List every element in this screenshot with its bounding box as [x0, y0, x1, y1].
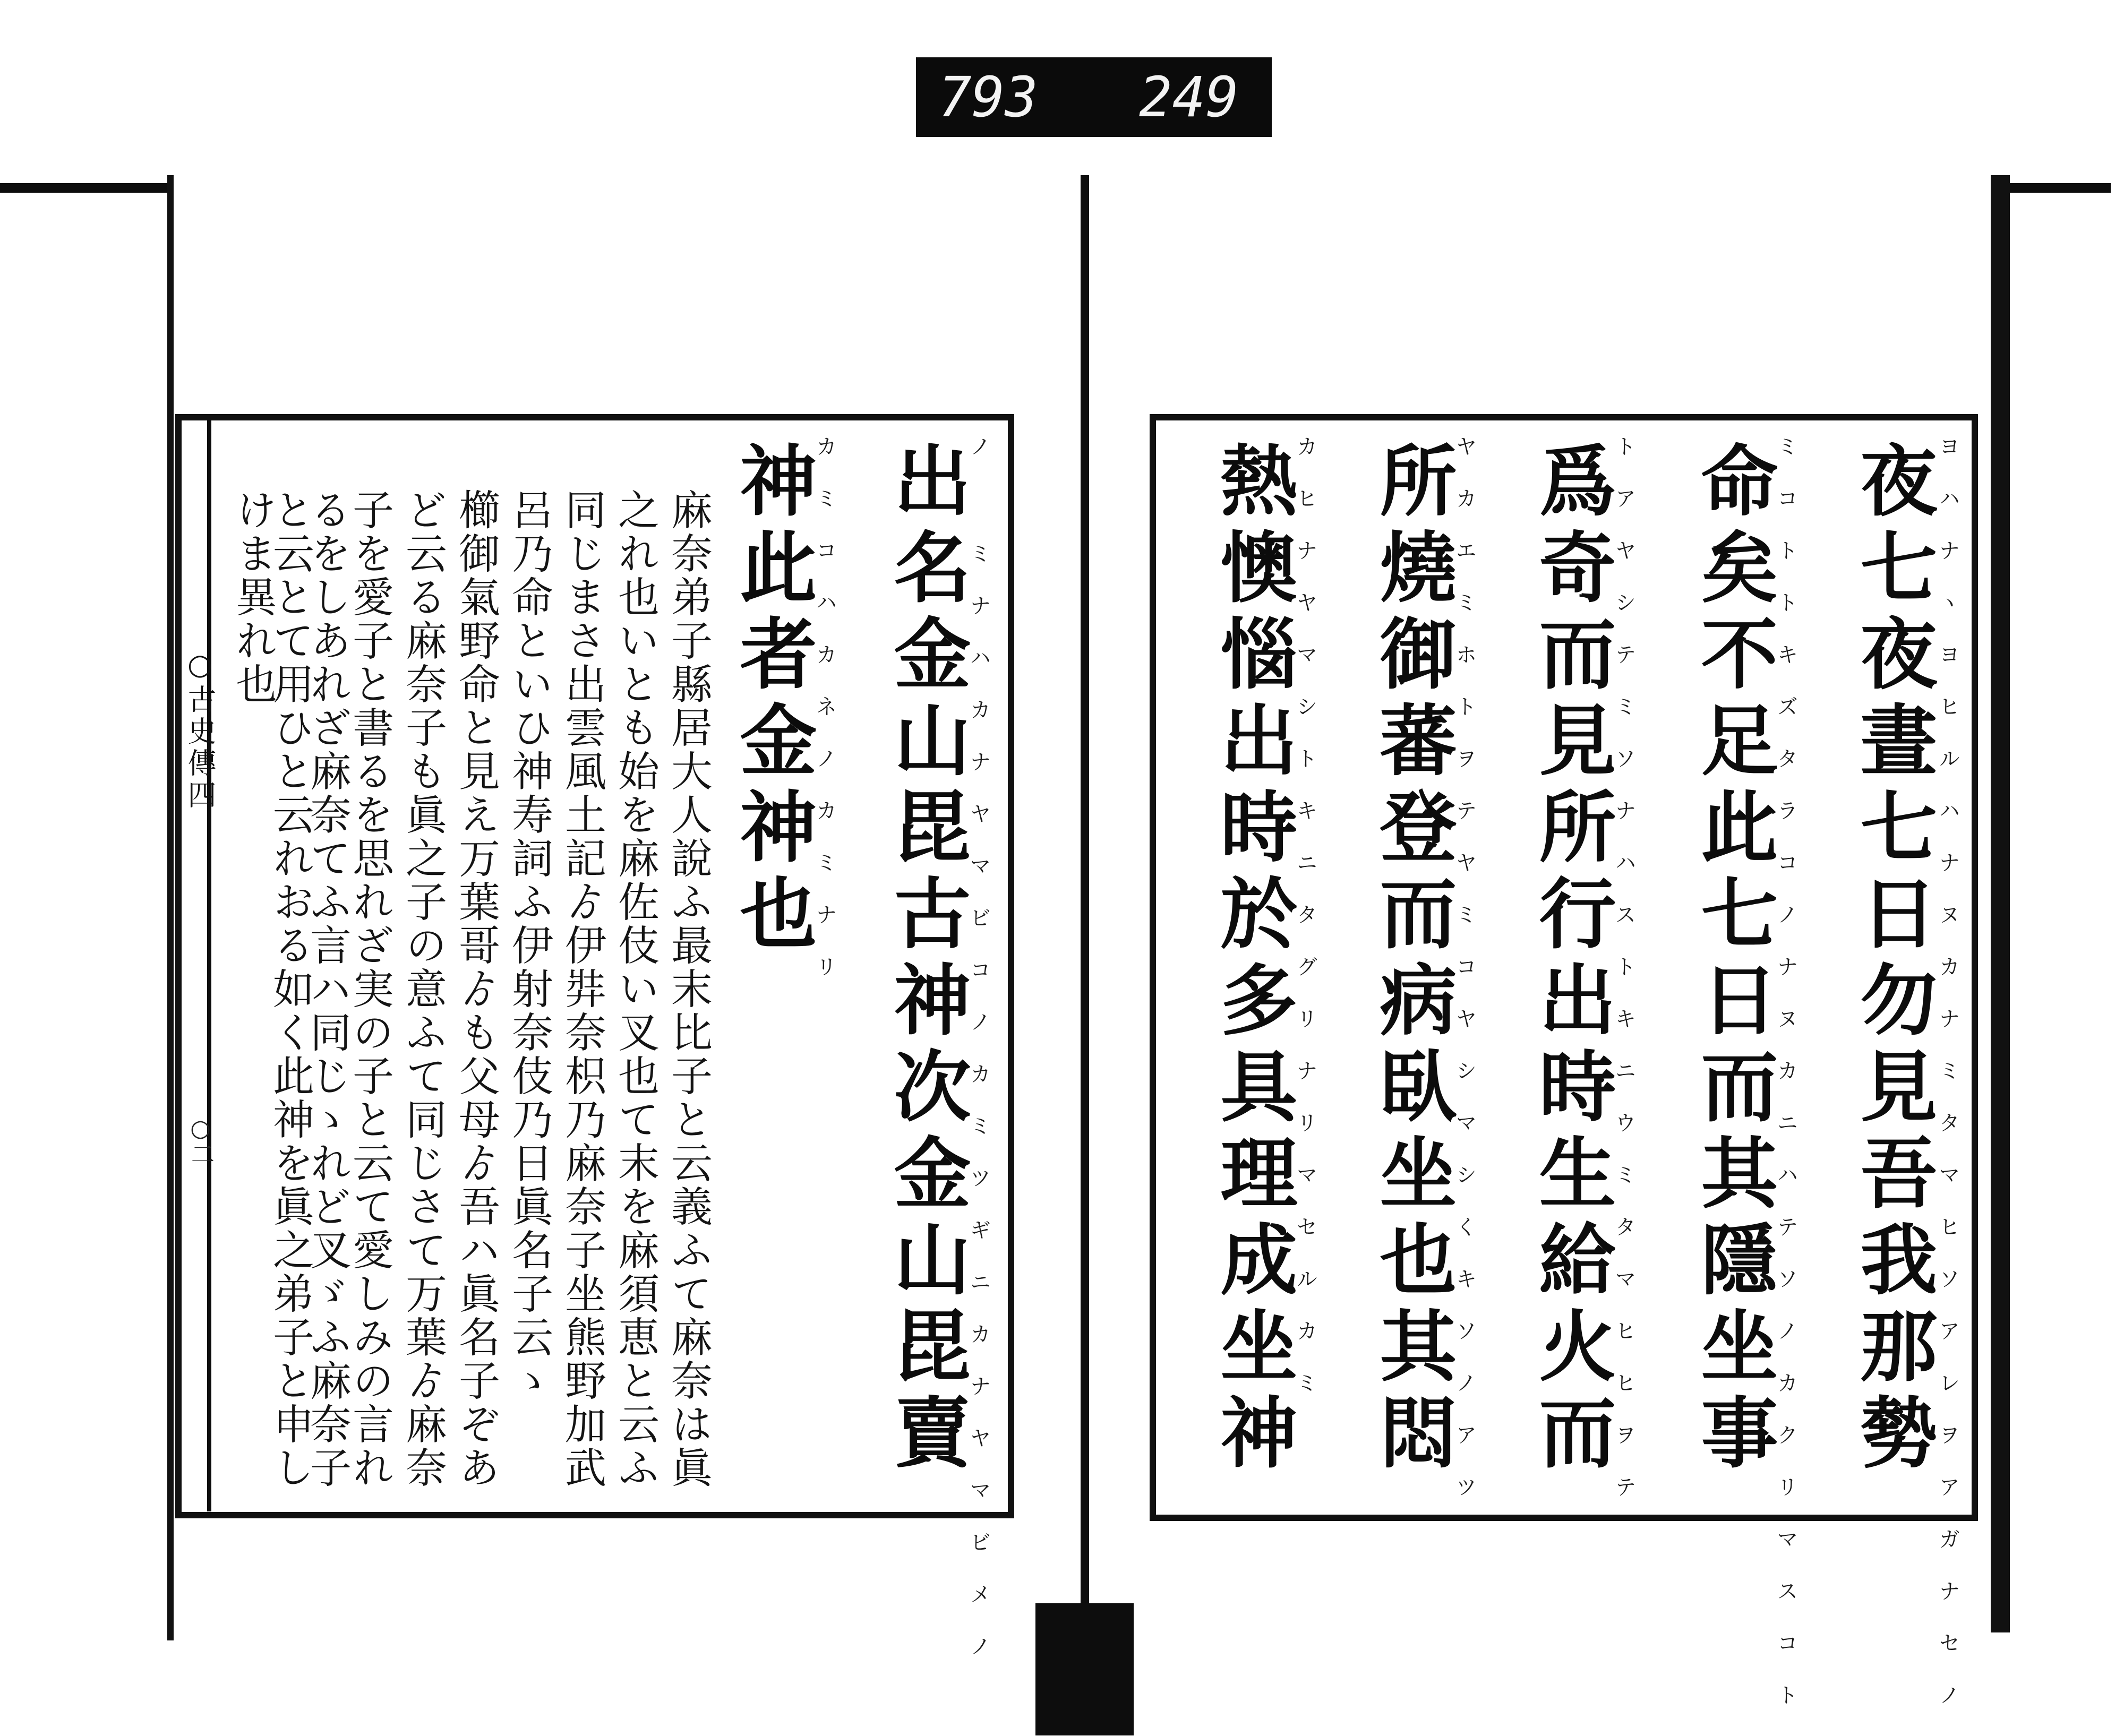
left-ruby-col-1: ノ ミナハカナヤマビコノカミツギニカナヤマビメノ	[966, 435, 991, 1687]
right-ruby-col-3: トアヤシテミソナハストキニウミタマヒヒヲテ	[1612, 435, 1636, 1528]
commentary-col-8: るをしあれざ麻奈てふ言ハ同じゝれど叉ゞふ麻奈子	[303, 488, 351, 1490]
center-spine	[1081, 175, 1089, 1603]
left-main-col-1: 出名金山毘古神次金山毘賣	[881, 441, 971, 1479]
right-main-col-1: 夜七夜晝七日勿見吾我那勢	[1847, 441, 1938, 1479]
left-main-col-2: 神此者金神也	[727, 441, 817, 960]
right-main-col-5: 熱懊惱出時於多具理成坐神	[1207, 441, 1298, 1479]
margin-book-title: ○古史傳四	[183, 648, 217, 812]
frame-number-plate	[916, 57, 1272, 137]
right-ruby-col-5: カヒナヤマシトキニタグリナリマセルカミ	[1293, 435, 1317, 1424]
right-main-col-3: 爲奇而見所行出時生給火而	[1526, 441, 1616, 1479]
right-ruby-col-2: ミコトトキズタラコノナヌカニハテソノカクリマスコト	[1774, 435, 1798, 1736]
right-main-col-2: 命矣不足此七日而其隱坐事	[1688, 441, 1778, 1479]
page-folio: ○二	[187, 1115, 214, 1165]
right-ruby-col-1: ヨハナヽヨヒルハナヌカナミタマヒソアレヲアガナセノ	[1935, 435, 1960, 1736]
commentary-col-9: と云とて用ひと云れおる如く此神を眞之弟子と申し	[266, 488, 314, 1490]
commentary-col-2: 之れ也いとも始を麻佐伎い叉也て末を麻須恵と云ふ	[611, 488, 659, 1490]
spine-clamp	[1035, 1603, 1134, 1735]
commentary-col-10: けま異れ也	[229, 488, 277, 706]
commentary-col-6: ど云る麻奈子も眞之子の意ふて同じさて万葉ゟ麻奈	[399, 488, 447, 1490]
frame-number-right: 249	[1139, 65, 1239, 130]
right-main-col-4: 所燒御蕃登而病臥坐也其悶	[1367, 441, 1457, 1479]
commentary-col-5: 櫛御氣野命と見え万葉哥ゟも父母ゟ吾ハ眞名子ぞあ	[452, 488, 500, 1490]
frame-number-left: 793	[938, 65, 1038, 130]
commentary-col-3: 同じまさ出雲風土記ゟ伊弉奈枳乃麻奈子坐熊野加武	[558, 488, 606, 1490]
commentary-col-7: 子を愛子と書るを思れざ実の子と云て愛しみの言れ	[346, 488, 393, 1490]
margin-rule	[207, 420, 211, 1511]
commentary-col-4: 呂乃命といひ神寿詞ふ伊射奈伎乃日眞名子云ゝ	[505, 488, 553, 1403]
commentary-col-1: 麻奈弟子縣居大人說ふ最末比子と云義ふて麻奈は眞	[664, 488, 712, 1490]
left-ruby-col-2: カミコハカネノカミナリ	[812, 435, 837, 1008]
right-ruby-col-4: ヤカエミホトヲテヤミコヤシマシくキソノアツ	[1452, 435, 1477, 1528]
